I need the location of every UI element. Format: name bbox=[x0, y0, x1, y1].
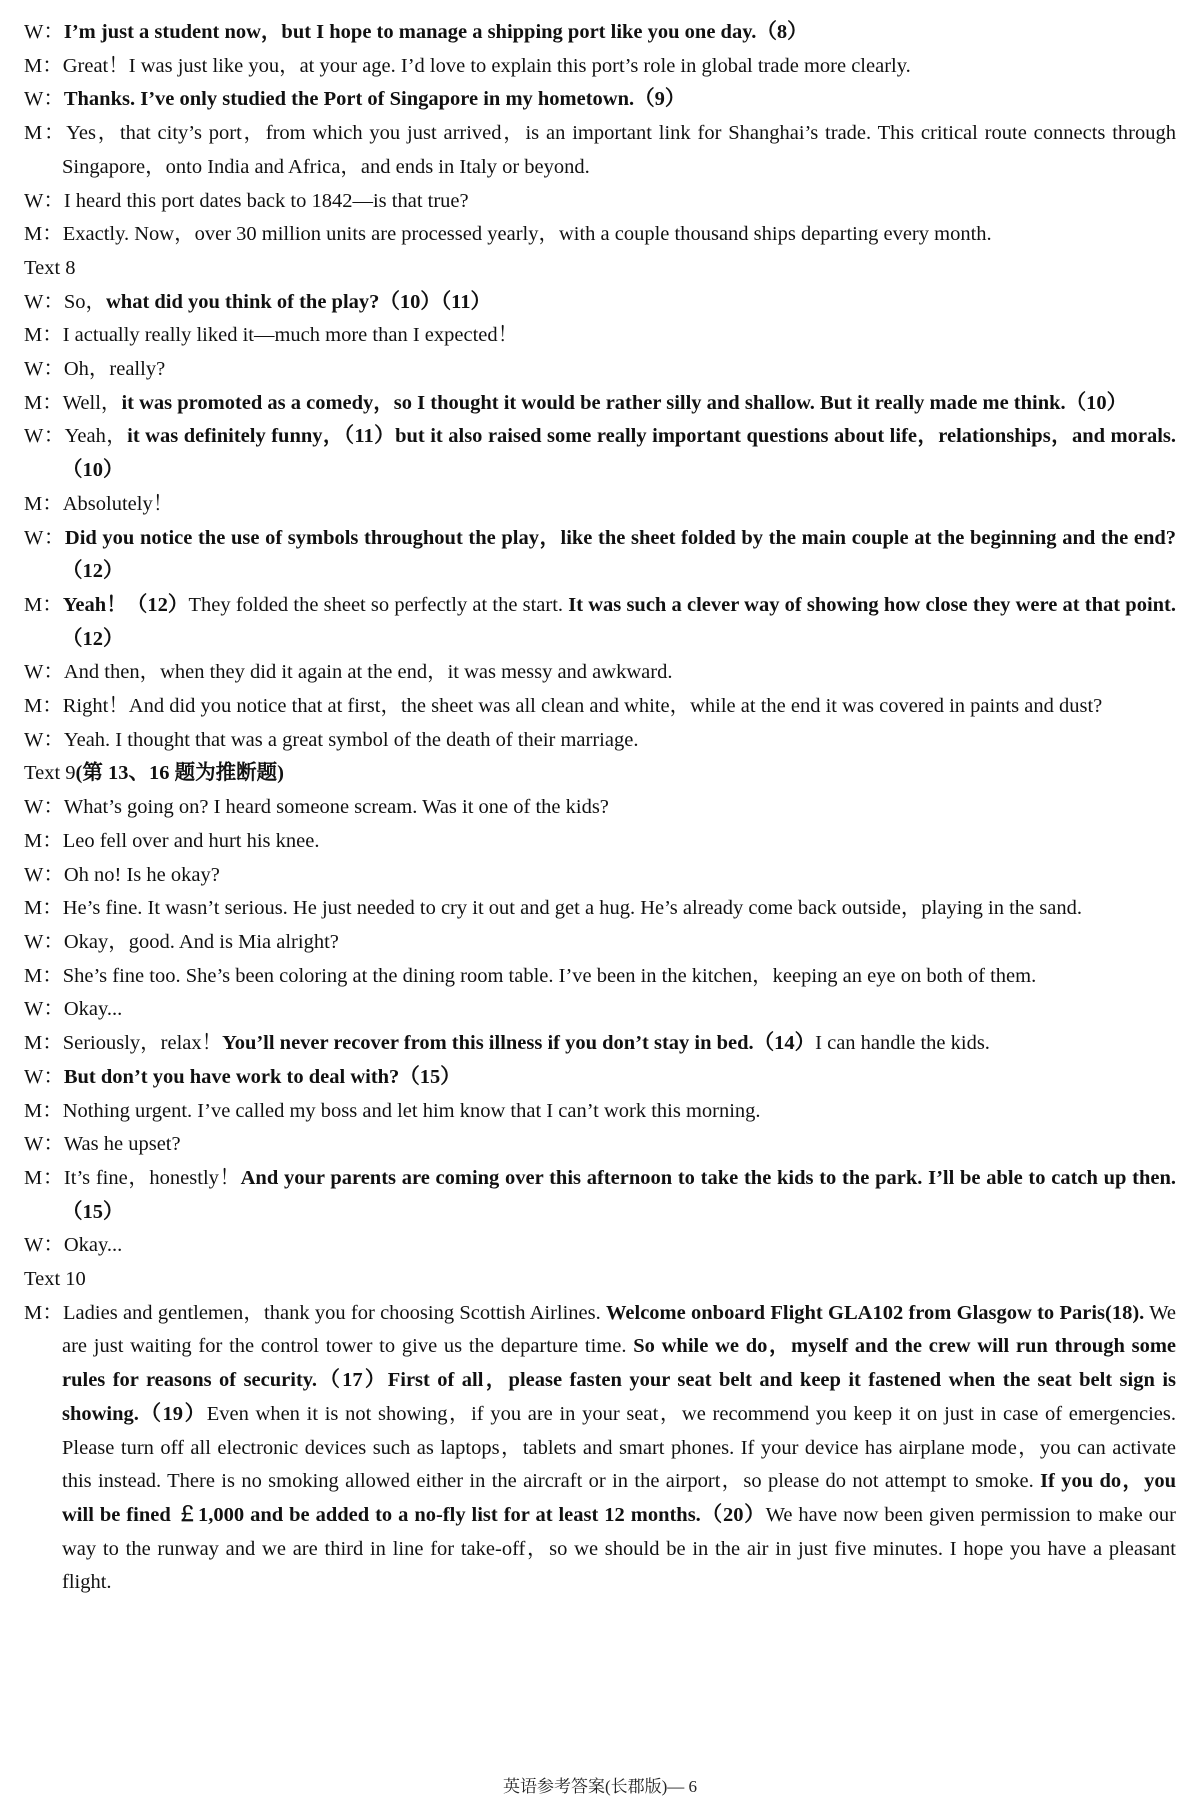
answer-evidence-text: it was promoted as a comedy，so I thought it would be rather silly and shallow. But it really made me think.（10） bbox=[121, 391, 1128, 414]
dialogue-line bbox=[24, 1027, 1176, 1061]
dialogue-line bbox=[24, 1095, 1176, 1129]
dialogue-line bbox=[24, 1297, 1176, 1600]
answer-evidence-text: Yeah！（12） bbox=[62, 593, 189, 616]
dialogue-line bbox=[24, 117, 1176, 184]
line-text: M：Seriously，relax！ bbox=[24, 1032, 223, 1055]
line-text: M：Exactly. Now，over 30 million units are processed yearly，with a couple thousand ships departing every month. bbox=[24, 223, 992, 246]
line-text: M：Great！I was just like you，at your age. I’d love to explain this port’s role in global trade more clearly. bbox=[24, 54, 911, 77]
line-text: W：Yeah， bbox=[24, 425, 128, 448]
dialogue-line bbox=[24, 1128, 1176, 1162]
dialogue-line bbox=[24, 185, 1176, 219]
line-text: We are just waiting for the control tower to give us the departure time. bbox=[62, 1301, 1176, 1358]
line-text: W： bbox=[24, 88, 64, 111]
line-text: W：Oh，really? bbox=[24, 358, 166, 381]
answer-evidence-text: If you do，you will be fined ￡1,000 and be added to a no-fly list for at least 12 months.（20） bbox=[62, 1470, 1177, 1526]
line-text: M： bbox=[24, 593, 63, 616]
answer-evidence-text: But don’t you have work to deal with?（15） bbox=[63, 1065, 461, 1088]
line-text: W：Was he upset? bbox=[24, 1133, 181, 1156]
line-text: M：It’s fine，honestly！ bbox=[24, 1166, 241, 1189]
dialogue-line bbox=[24, 1162, 1176, 1229]
line-text: M：Absolutely！ bbox=[24, 492, 174, 515]
answer-evidence-text: (第 13、16 题为推断题) bbox=[75, 762, 284, 785]
answer-evidence-text: Did you notice the use of symbols throughout the play，like the sheet folded by the main couple at the beginning and the end?（12） bbox=[62, 526, 1176, 583]
line-text: I can handle the kids. bbox=[815, 1032, 990, 1055]
line-text: Text 10 bbox=[24, 1268, 86, 1291]
section-heading bbox=[24, 757, 1176, 791]
dialogue-line bbox=[24, 993, 1176, 1027]
dialogue-line bbox=[24, 892, 1176, 926]
line-text: W：Oh no! Is he okay? bbox=[24, 863, 220, 886]
line-text: They folded the sheet so perfectly at the start. bbox=[188, 593, 569, 616]
dialogue-line bbox=[24, 690, 1176, 724]
line-text: W： bbox=[24, 21, 64, 43]
line-text: W：Yeah. I thought that was a great symbol of the death of their marriage. bbox=[24, 728, 639, 751]
answer-evidence-text: It was such a clever way of showing how close they were at that point.（12） bbox=[62, 593, 1176, 650]
dialogue-line bbox=[24, 825, 1176, 859]
section-heading bbox=[24, 1263, 1176, 1297]
line-text: Text 9 bbox=[24, 762, 76, 785]
answer-evidence-text: I’m just a student now，but I hope to manage a shipping port like you one day.（8） bbox=[63, 21, 808, 43]
line-text: We have now been given permission to make our way to the runway and we are third in line for take-off，so we should be in the air in just five minutes. I hope you have a pleasant flight. bbox=[62, 1503, 1177, 1594]
line-text: W：Okay... bbox=[24, 998, 123, 1021]
dialogue-line bbox=[24, 1229, 1176, 1263]
line-text: Even when it is not showing，if you are in your seat，we recommend you keep it on just in case of emergencies. Please turn off all electronic devices such as laptops，tablets and smart phones. If your device has airplane mode，you can activate this instead. There is no smoking allowed either in the aircraft or in the airport，so please do not attempt to smoke. bbox=[62, 1402, 1176, 1493]
line-text: M：Yes，that city’s port，from which you just arrived，is an important link for Shanghai’s trade. This critical route connects through Singapore，onto India and Africa，and ends in Italy or beyond. bbox=[24, 122, 1176, 178]
dialogue-line bbox=[24, 522, 1176, 589]
dialogue-line bbox=[24, 319, 1176, 353]
dialogue-line bbox=[24, 859, 1176, 893]
line-text: M：She’s fine too. She’s been coloring at the dining room table. I’ve been in the kitchen，keeping an eye on both of them. bbox=[24, 964, 1037, 987]
dialogue-line bbox=[24, 488, 1176, 522]
dialogue-line bbox=[24, 83, 1176, 117]
line-text: M：I actually really liked it—much more than I expected！ bbox=[24, 324, 519, 347]
dialogue-line bbox=[24, 589, 1176, 656]
dialogue-line bbox=[24, 420, 1176, 487]
line-text: W：And then，when they did it again at the end，it was messy and awkward. bbox=[24, 661, 673, 684]
dialogue-line bbox=[24, 724, 1176, 758]
line-text: W：What’s going on? I heard someone scream. Was it one of the kids? bbox=[24, 796, 609, 819]
dialogue-line bbox=[24, 16, 1176, 50]
answer-evidence-text: And your parents are coming over this afternoon to take the kids to the park. I’ll be able to catch up then.（15） bbox=[62, 1166, 1177, 1223]
line-text: W：Okay... bbox=[24, 1234, 123, 1257]
dialogue-line bbox=[24, 791, 1176, 825]
dialogue-line bbox=[24, 218, 1176, 252]
line-text: M：Nothing urgent. I’ve called my boss and let him know that I can’t work this morning. bbox=[24, 1099, 761, 1122]
line-text: M：Ladies and gentlemen，thank you for choosing Scottish Airlines. bbox=[24, 1301, 607, 1324]
line-text: W：So， bbox=[24, 290, 106, 313]
section-heading bbox=[24, 252, 1176, 286]
line-text: W： bbox=[24, 1065, 64, 1088]
dialogue-line bbox=[24, 387, 1176, 421]
answer-evidence-text: it was definitely funny，（11）but it also raised some really important questions about life，relationships，and morals.（10） bbox=[62, 425, 1176, 482]
answer-evidence-text: Thanks. I’ve only studied the Port of Singapore in my hometown.（9） bbox=[63, 88, 686, 111]
answer-evidence-text: You’ll never recover from this illness if you don’t stay in bed.（14） bbox=[222, 1032, 816, 1055]
page-footer: 英语参考答案(长郡版)— 6 bbox=[502, 1777, 698, 1796]
line-text: M：Well， bbox=[24, 391, 122, 414]
answer-evidence-text: what did you think of the play?（10）（11） bbox=[106, 290, 492, 313]
dialogue-line bbox=[24, 960, 1176, 994]
line-text: Text 8 bbox=[24, 256, 76, 279]
answer-evidence-text: Welcome onboard Flight GLA102 from Glasgow to Paris(18). bbox=[606, 1301, 1145, 1324]
line-text: W：Okay，good. And is Mia alright? bbox=[24, 930, 339, 953]
line-text: M：He’s fine. It wasn’t serious. He just needed to cry it out and get a hug. He’s already come back outside，playing in the sand. bbox=[24, 897, 1082, 920]
answer-evidence-text: So while we do，myself and the crew will run through some rules for reasons of security.（17）First of all，please fasten your seat belt and keep it fastened when the seat belt sign is showing.（19） bbox=[62, 1335, 1177, 1425]
transcript-body bbox=[24, 16, 1176, 1600]
dialogue-line bbox=[24, 286, 1176, 320]
line-text: M：Right！And did you notice that at first，the sheet was all clean and white，while at the end it was covered in paints and dust? bbox=[24, 695, 1103, 718]
line-text: M：Leo fell over and hurt his knee. bbox=[24, 829, 320, 852]
dialogue-line bbox=[24, 926, 1176, 960]
dialogue-line bbox=[24, 50, 1176, 84]
dialogue-line bbox=[24, 656, 1176, 690]
dialogue-line bbox=[24, 1061, 1176, 1095]
line-text: W：I heard this port dates back to 1842—is that true? bbox=[24, 189, 469, 212]
line-text: W： bbox=[24, 526, 65, 549]
dialogue-line bbox=[24, 353, 1176, 387]
